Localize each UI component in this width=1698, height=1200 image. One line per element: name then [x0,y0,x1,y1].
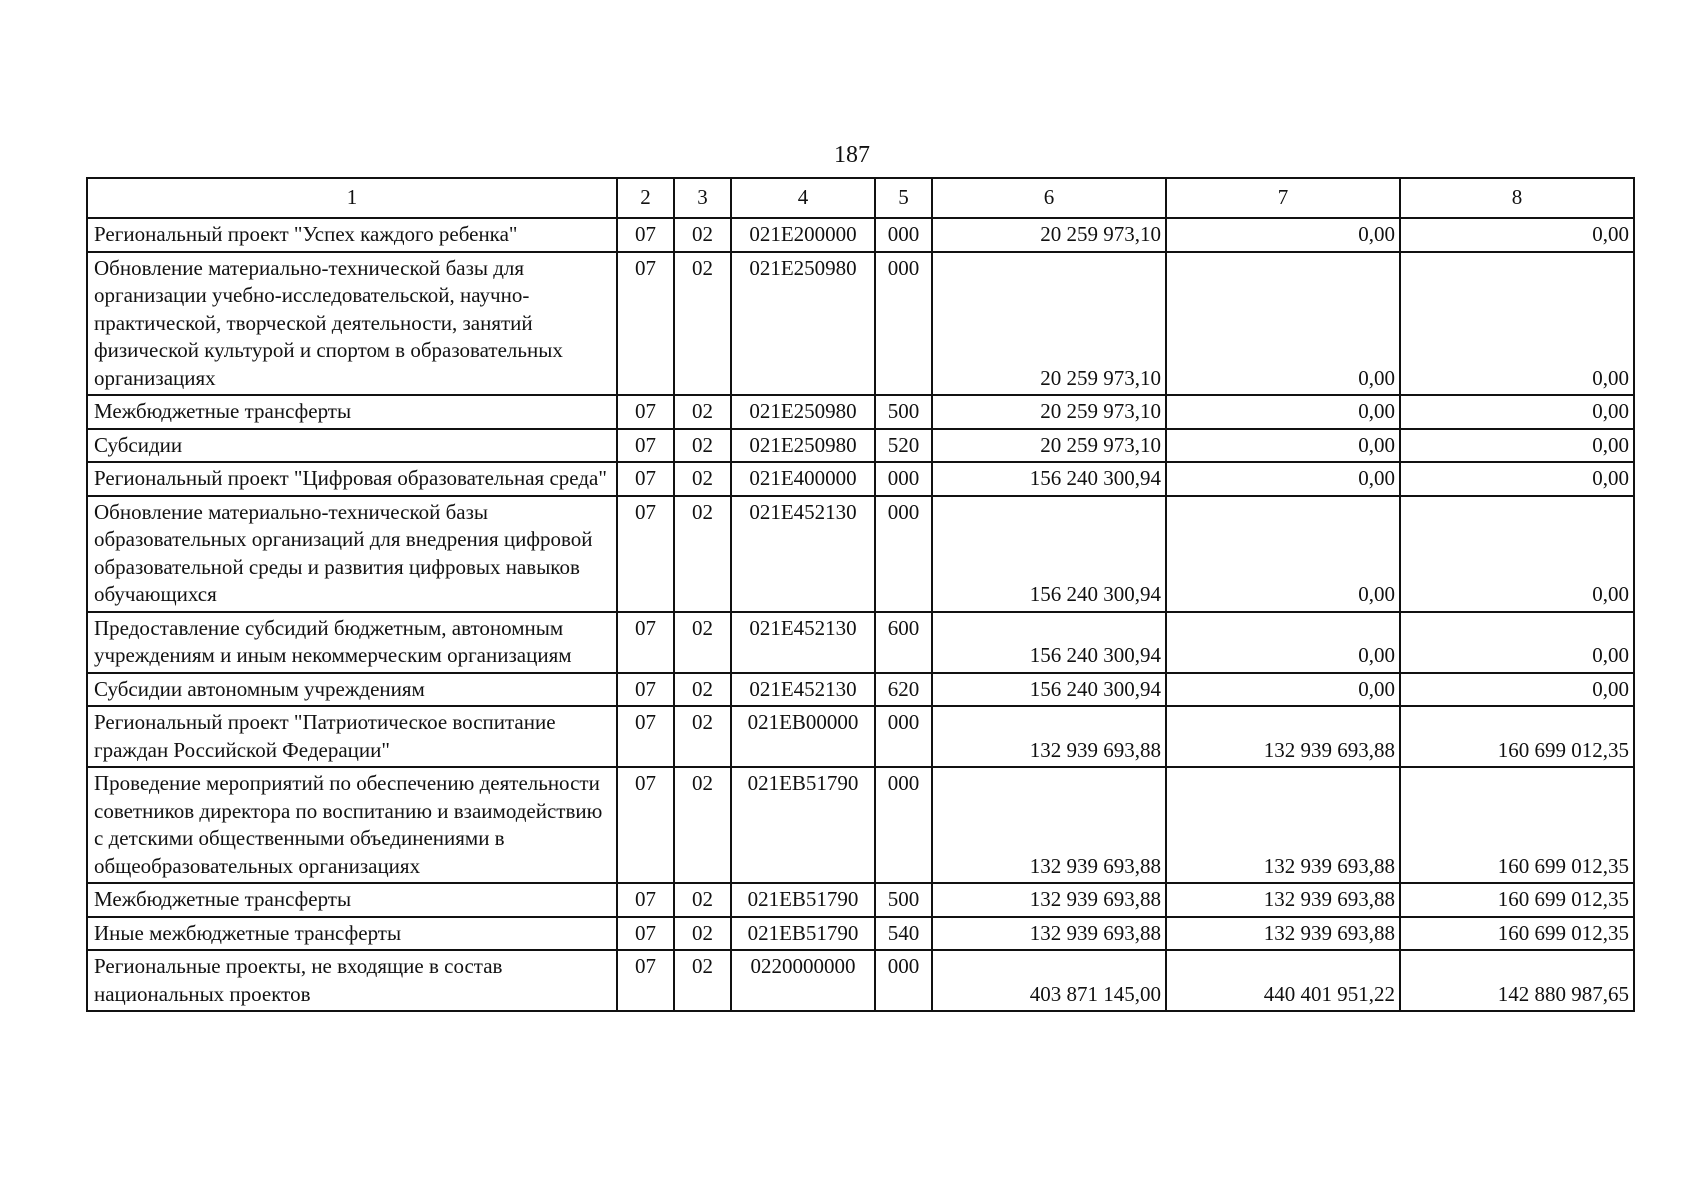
amount-col-8: 160 699 012,35 [1400,917,1634,951]
row-name: Региональные проекты, не входящие в состав национальных проектов [87,950,617,1011]
table-row [87,395,1634,429]
expense-type-code: 000 [875,950,932,1011]
amount-col-6: 132 939 693,88 [932,883,1166,917]
subsection-code: 02 [674,429,731,463]
table-row [87,883,1634,917]
target-article-code: 021E200000 [731,218,875,252]
section-code: 07 [617,673,674,707]
amount-col-6: 20 259 973,10 [932,252,1166,396]
target-article-code: 021EB51790 [731,767,875,883]
header-cell: 6 [932,178,1166,218]
subsection-code: 02 [674,395,731,429]
row-name: Обновление материально-технической базы образовательных организаций для внедрения цифровой образовательной среды и развития цифровых навыков обучающихся [87,496,617,612]
amount-col-6: 20 259 973,10 [932,218,1166,252]
target-article-code: 021E250980 [731,252,875,396]
amount-col-7: 0,00 [1166,395,1400,429]
section-code: 07 [617,767,674,883]
expense-type-code: 000 [875,767,932,883]
amount-col-7: 0,00 [1166,429,1400,463]
section-code: 07 [617,496,674,612]
section-code: 07 [617,218,674,252]
amount-col-8: 0,00 [1400,218,1634,252]
table-row [87,252,1634,396]
expense-type-code: 000 [875,706,932,767]
row-name: Предоставление субсидий бюджетным, автономным учреждениям и иным некоммерческим организациям [87,612,617,673]
subsection-code: 02 [674,917,731,951]
amount-col-6: 132 939 693,88 [932,706,1166,767]
row-name: Субсидии автономным учреждениям [87,673,617,707]
target-article-code: 021E452130 [731,673,875,707]
expense-type-code: 000 [875,252,932,396]
amount-col-7: 132 939 693,88 [1166,883,1400,917]
target-article-code: 021E400000 [731,462,875,496]
expense-type-code: 600 [875,612,932,673]
table-row [87,462,1634,496]
amount-col-7: 0,00 [1166,496,1400,612]
subsection-code: 02 [674,706,731,767]
row-name: Региональный проект "Патриотическое воспитание граждан Российской Федерации" [87,706,617,767]
amount-col-7: 0,00 [1166,252,1400,396]
table-row [87,673,1634,707]
table-row [87,429,1634,463]
expense-type-code: 540 [875,917,932,951]
target-article-code: 0220000000 [731,950,875,1011]
row-name: Региональный проект "Цифровая образовательная среда" [87,462,617,496]
section-code: 07 [617,706,674,767]
page-number: 187 [834,142,870,168]
target-article-code: 021E250980 [731,395,875,429]
target-article-code: 021E250980 [731,429,875,463]
section-code: 07 [617,252,674,396]
amount-col-6: 20 259 973,10 [932,395,1166,429]
row-name: Региональный проект "Успех каждого ребенка" [87,218,617,252]
subsection-code: 02 [674,496,731,612]
header-cell: 8 [1400,178,1634,218]
row-name: Обновление материально-технической базы для организации учебно-исследовательской, научно-практической, творческой деятельности, занятий физической культурой и спортом в образовательных организациях [87,252,617,396]
amount-col-6: 132 939 693,88 [932,767,1166,883]
subsection-code: 02 [674,673,731,707]
header-cell: 1 [87,178,617,218]
expense-type-code: 000 [875,218,932,252]
section-code: 07 [617,950,674,1011]
table-row [87,496,1634,612]
amount-col-8: 0,00 [1400,395,1634,429]
amount-col-6: 156 240 300,94 [932,462,1166,496]
subsection-code: 02 [674,767,731,883]
amount-col-8: 0,00 [1400,252,1634,396]
amount-col-7: 0,00 [1166,612,1400,673]
amount-col-8: 0,00 [1400,612,1634,673]
budget-table [86,177,1635,1012]
expense-type-code: 500 [875,883,932,917]
row-name: Межбюджетные трансферты [87,395,617,429]
amount-col-8: 142 880 987,65 [1400,950,1634,1011]
header-cell: 5 [875,178,932,218]
amount-col-6: 156 240 300,94 [932,612,1166,673]
amount-col-8: 0,00 [1400,429,1634,463]
header-cell: 3 [674,178,731,218]
row-name: Проведение мероприятий по обеспечению деятельности советников директора по воспитанию и взаимодействию с детскими общественными объединениями в общеобразовательных организациях [87,767,617,883]
row-name: Субсидии [87,429,617,463]
table-row [87,706,1634,767]
expense-type-code: 620 [875,673,932,707]
subsection-code: 02 [674,883,731,917]
section-code: 07 [617,917,674,951]
amount-col-7: 132 939 693,88 [1166,706,1400,767]
table-row [87,950,1634,1011]
amount-col-8: 0,00 [1400,462,1634,496]
target-article-code: 021EB51790 [731,917,875,951]
expense-type-code: 520 [875,429,932,463]
section-code: 07 [617,462,674,496]
amount-col-6: 156 240 300,94 [932,496,1166,612]
amount-col-6: 403 871 145,00 [932,950,1166,1011]
amount-col-8: 160 699 012,35 [1400,883,1634,917]
amount-col-6: 132 939 693,88 [932,917,1166,951]
table-row [87,612,1634,673]
row-name: Иные межбюджетные трансферты [87,917,617,951]
amount-col-7: 132 939 693,88 [1166,767,1400,883]
header-cell: 4 [731,178,875,218]
amount-col-7: 440 401 951,22 [1166,950,1400,1011]
expense-type-code: 000 [875,462,932,496]
amount-col-6: 156 240 300,94 [932,673,1166,707]
subsection-code: 02 [674,252,731,396]
table-row [87,767,1634,883]
header-cell: 7 [1166,178,1400,218]
table-row [87,917,1634,951]
amount-col-8: 160 699 012,35 [1400,767,1634,883]
section-code: 07 [617,883,674,917]
amount-col-7: 0,00 [1166,673,1400,707]
amount-col-8: 0,00 [1400,673,1634,707]
expense-type-code: 000 [875,496,932,612]
target-article-code: 021E452130 [731,612,875,673]
target-article-code: 021EB51790 [731,883,875,917]
section-code: 07 [617,429,674,463]
section-code: 07 [617,395,674,429]
subsection-code: 02 [674,950,731,1011]
subsection-code: 02 [674,612,731,673]
section-code: 07 [617,612,674,673]
expense-type-code: 500 [875,395,932,429]
table-row [87,218,1634,252]
amount-col-8: 0,00 [1400,496,1634,612]
amount-col-7: 132 939 693,88 [1166,917,1400,951]
subsection-code: 02 [674,218,731,252]
target-article-code: 021EB00000 [731,706,875,767]
subsection-code: 02 [674,462,731,496]
target-article-code: 021E452130 [731,496,875,612]
amount-col-7: 0,00 [1166,218,1400,252]
amount-col-8: 160 699 012,35 [1400,706,1634,767]
amount-col-7: 0,00 [1166,462,1400,496]
amount-col-6: 20 259 973,10 [932,429,1166,463]
header-cell: 2 [617,178,674,218]
row-name: Межбюджетные трансферты [87,883,617,917]
header-row [87,178,1634,218]
